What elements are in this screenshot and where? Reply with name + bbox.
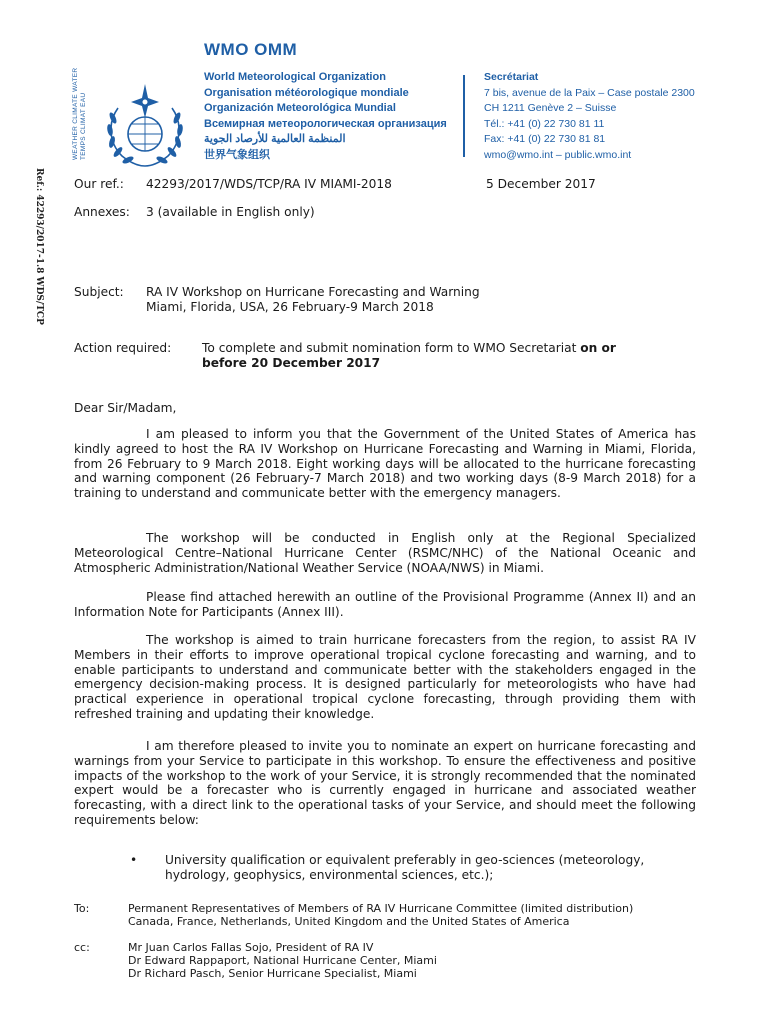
brand-title: WMO OMM [204,40,298,59]
secretariat-block [484,70,695,163]
bullet-1-line-2: hydrology, geophysics, environmental sciences, etc.); [165,868,494,882]
bullet-icon: • [130,853,138,867]
to-label: To: [74,902,90,915]
wmo-emblem-icon [104,82,186,168]
to-line-2: Canada, France, Netherlands, United Kingdom and the United States of America [128,915,570,928]
cc-line-2: Dr Edward Rappaport, National Hurricane Center, Miami [128,954,437,967]
action-deadline-2: before 20 December 2017 [202,356,381,370]
annexes-label: Annexes: [74,205,130,219]
action-text: To complete and submit nomination form to WMO Secretariat [202,341,577,355]
secretariat-city: CH 1211 Genève 2 – Suisse [484,102,617,114]
bullet-1-line-1: University qualification or equivalent preferably in geo-sciences (meteorology, [165,853,645,867]
paragraph-4: The workshop is aimed to train hurricane forecasters from the region, to assist RA IV Members in their efforts to improve operational tropical cyclone forecasting and warning, and to enable participants to understand and communicate better with the stakeholders engaged in the emergency decision-making process. It is designed particularly for meteorologists who have had practical experience in operational tropical cyclone forecasting, through providing them with refreshed training and updating their knowledge. [74,633,696,721]
action-label: Action required: [74,341,172,355]
letter-date: 5 December 2017 [486,177,596,191]
org-name-ru: Всемирная метеорологическая организация [204,117,447,130]
secretariat-address: 7 bis, avenue de la Paix – Case postale 2300 [484,86,695,99]
salutation: Dear Sir/Madam, [74,401,177,415]
cc-line-3: Dr Richard Pasch, Senior Hurricane Specialist, Miami [128,967,417,980]
action-line-1 [202,341,616,356]
secretariat-title: Secrétariat [484,71,539,83]
side-brand-line-1: WEATHER CLIMATE WATER [72,67,79,160]
annexes-value: 3 (available in English only) [146,205,315,219]
secretariat-fax: Fax: +41 (0) 22 730 81 81 [484,133,606,145]
subject-line-1: RA IV Workshop on Hurricane Forecasting and Warning [146,285,480,299]
ref-label: Our ref.: [74,177,124,191]
org-name-es: Organización Meteorológica Mundial [204,102,396,114]
side-brand-line-2: TEMPS CLIMAT EAU [80,92,87,160]
action-deadline-1: on or [580,341,616,355]
organization-names [204,70,447,163]
to-line-1: Permanent Representatives of Members of RA IV Hurricane Committee (limited distribution) [128,902,634,915]
org-name-en: World Meteorological Organization [204,71,386,83]
cc-label: cc: [74,941,90,954]
subject-line-2: Miami, Florida, USA, 26 February-9 March 2018 [146,300,434,314]
paragraph-2: The workshop will be conducted in English only at the Regional Specialized Meteorological Centre–National Hurricane Center (RSMC/NHC) of the National Oceanic and Atmospheric Administration/National Weather Service (NOAA/NWS) in Miami. [74,531,696,575]
secretariat-contact: wmo@wmo.int – public.wmo.int [484,148,632,161]
paragraph-1: I am pleased to inform you that the Government of the United States of America has kindly agreed to host the RA IV Workshop on Hurricane Forecasting and Warning in Miami, Florida, from 26 February to 9 March 2018. Eight working days will be allocated to the hurricane forecasting and warning component (26 February-7 March 2018) and two working days (8-9 March 2018) for a training to understand and communicate better with the emergency managers. [74,427,696,501]
paragraph-5: I am therefore pleased to invite you to nominate an expert on hurricane forecasting and warnings from your Service to participate in this workshop. To ensure the effectiveness and positive impacts of the workshop to the work of your Service, it is strongly recommended that the nominated expert would be a forecaster who is currently engaged in hurricane and associated weather forecasting, with a direct link to the operational tasks of your Service, and should meet the following requirements below: [74,739,696,827]
header-divider [463,75,465,157]
paragraph-3: Please find attached herewith an outline of the Provisional Programme (Annex II) and an Information Note for Participants (Annex III). [74,590,696,619]
secretariat-phone: Tél.: +41 (0) 22 730 81 11 [484,117,605,130]
ref-value: 42293/2017/WDS/TCP/RA IV MIAMI-2018 [146,177,392,191]
org-name-ar: المنظمة العالمية للأرصاد الجوية [204,133,346,145]
subject-label: Subject: [74,285,124,299]
org-name-zh: 世界气象组织 [204,148,270,161]
side-reference: Ref.: 42293/2017-1.8 WDS/TCP [34,168,44,325]
org-name-fr: Organisation météorologique mondiale [204,86,409,99]
cc-line-1: Mr Juan Carlos Fallas Sojo, President of RA IV [128,941,374,954]
